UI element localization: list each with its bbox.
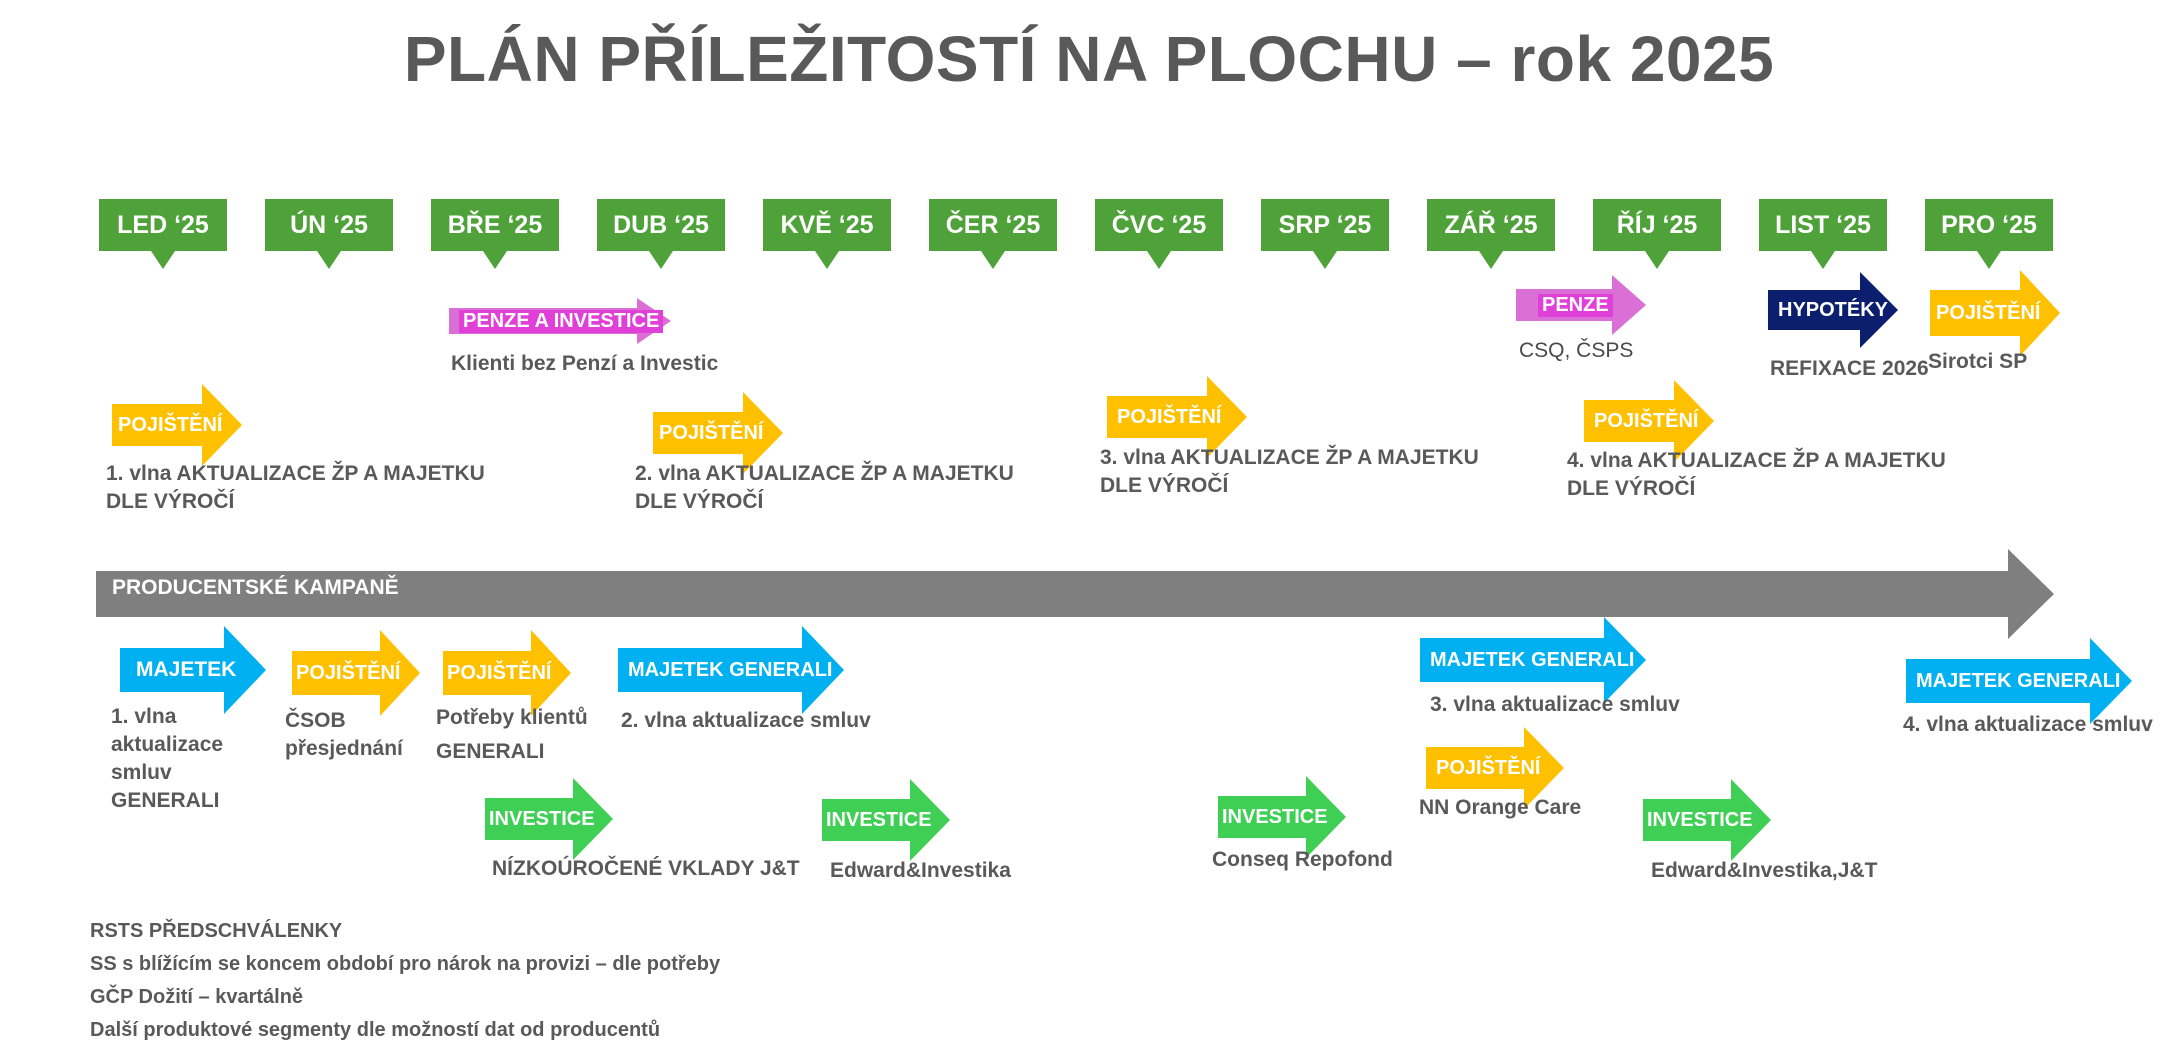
pojisteni-csob-arrow: [292, 630, 420, 716]
investice-edward-jt-arrow: [1643, 779, 1771, 861]
pojisteni-pro-text: Sirotci SP: [1928, 350, 2028, 373]
majetek-generali2-text: 2. vlna aktualizace smluv: [621, 709, 871, 732]
majetek1-line2: aktualizace: [111, 733, 224, 756]
majetek1-arrow: [120, 626, 266, 714]
investice-edward-arrow: [822, 779, 950, 861]
penze-investice-text: Klienti bez Penzí a Investic: [451, 352, 719, 375]
pojisteni-pro-arrow: [1930, 270, 2060, 356]
penze-investice-label: PENZE A INVESTICE: [459, 310, 663, 333]
wave4-line1: 4. vlna AKTUALIZACE ŽP A MAJETKU: [1567, 449, 1946, 472]
month-aug: SRP ‘25: [1261, 199, 1389, 251]
investice-jt-arrow: [485, 778, 613, 860]
wave4-label: POJIŠTĚNÍ: [1594, 409, 1699, 432]
month-oct: ŘÍJ ‘25: [1593, 199, 1721, 251]
pojisteni-csob-label: POJIŠTĚNÍ: [296, 661, 401, 684]
penze-text: CSQ, ČSPS: [1519, 339, 1634, 362]
investice-jt-text: NÍZKOÚROČENÉ VKLADY J&T: [492, 857, 800, 880]
investice-conseq-text: Conseq Repofond: [1212, 848, 1393, 871]
wave1-arrow: [112, 384, 242, 466]
hypoteky-label: HYPOTÉKY: [1778, 298, 1889, 321]
investice-edward-label: INVESTICE: [826, 808, 932, 831]
pojisteni-csob-line2: přesjednání: [285, 737, 403, 760]
hypoteky-text: REFIXACE 2026: [1770, 357, 1929, 380]
wave2-line1: 2. vlna AKTUALIZACE ŽP A MAJETKU: [635, 462, 1014, 485]
majetek-generali2-label: MAJETEK GENERALI: [628, 658, 833, 681]
pojisteni-potreby-label: POJIŠTĚNÍ: [447, 661, 552, 684]
month-mar: BŘE ‘25: [431, 199, 559, 251]
month-dec: PRO ‘25: [1925, 199, 2053, 251]
pojisteni-potreby-line2: GENERALI: [436, 740, 545, 763]
pojisteni-nn-text: NN Orange Care: [1419, 796, 1582, 819]
investice-edward-text: Edward&Investika: [830, 859, 1011, 882]
wave3-line1: 3. vlna AKTUALIZACE ŽP A MAJETKU: [1100, 446, 1479, 469]
investice-conseq-label: INVESTICE: [1222, 805, 1328, 828]
footer-line-3: GČP Dožití – kvartálně: [90, 986, 304, 1008]
month-feb: ÚN ‘25: [265, 199, 393, 251]
majetek1-line1: 1. vlna: [111, 705, 177, 728]
footer-line-2: SS s blížícím se koncem období pro nárok na provizi – dle potřeby: [90, 953, 721, 975]
hypoteky-arrow: [1768, 272, 1898, 348]
pojisteni-csob-line1: ČSOB: [285, 709, 346, 732]
wave2-line2: DLE VÝROČÍ: [635, 490, 764, 513]
majetek1-line4: GENERALI: [111, 789, 220, 812]
majetek-generali3-label: MAJETEK GENERALI: [1430, 648, 1635, 671]
investice-edward-jt-text: Edward&Investika,J&T: [1651, 859, 1878, 882]
wave4-line2: DLE VÝROČÍ: [1567, 477, 1696, 500]
pojisteni-pro-label: POJIŠTĚNÍ: [1936, 301, 2041, 324]
producer-campaigns-label: PRODUCENTSKÉ KAMPANĚ: [112, 576, 399, 599]
penze-investice-arrow: [449, 298, 671, 344]
wave2-label: POJIŠTĚNÍ: [659, 421, 764, 444]
penze-arrow: [1516, 275, 1646, 335]
footer-line-4: Další produktové segmenty dle možností dat od producentů: [90, 1019, 661, 1041]
month-sep: ZÁŘ ‘25: [1427, 199, 1555, 251]
penze-label: PENZE: [1538, 294, 1613, 317]
investice-edward-jt-label: INVESTICE: [1647, 808, 1753, 831]
wave1-line2: DLE VÝROČÍ: [106, 490, 235, 513]
month-apr: DUB ‘25: [597, 199, 725, 251]
month-jun: ČER ‘25: [929, 199, 1057, 251]
majetek1-label: MAJETEK: [136, 658, 237, 681]
footer-line-1: RSTS PŘEDSCHVÁLENKY: [90, 920, 343, 942]
wave1-label: POJIŠTĚNÍ: [118, 413, 223, 436]
pojisteni-potreby-line1: Potřeby klientů: [436, 706, 588, 729]
month-nov: LIST ‘25: [1759, 199, 1887, 251]
investice-jt-label: INVESTICE: [489, 807, 595, 830]
wave3-label: POJIŠTĚNÍ: [1117, 405, 1222, 428]
month-may: KVĚ ‘25: [763, 199, 891, 251]
majetek1-line3: smluv: [111, 761, 172, 784]
wave1-line1: 1. vlna AKTUALIZACE ŽP A MAJETKU: [106, 462, 485, 485]
majetek-generali4-text: 4. vlna aktualizace smluv: [1903, 713, 2153, 736]
majetek-generali2-arrow: [618, 626, 844, 714]
wave3-line2: DLE VÝROČÍ: [1100, 474, 1229, 497]
majetek-generali4-label: MAJETEK GENERALI: [1916, 669, 2121, 692]
month-jan: LED ‘25: [99, 199, 227, 251]
month-jul: ČVC ‘25: [1095, 199, 1223, 251]
page-title: PLÁN PŘÍLEŽITOSTÍ NA PLOCHU – rok 2025: [403, 23, 1775, 95]
majetek-generali3-text: 3. vlna aktualizace smluv: [1430, 693, 1680, 716]
pojisteni-nn-label: POJIŠTĚNÍ: [1436, 756, 1541, 779]
